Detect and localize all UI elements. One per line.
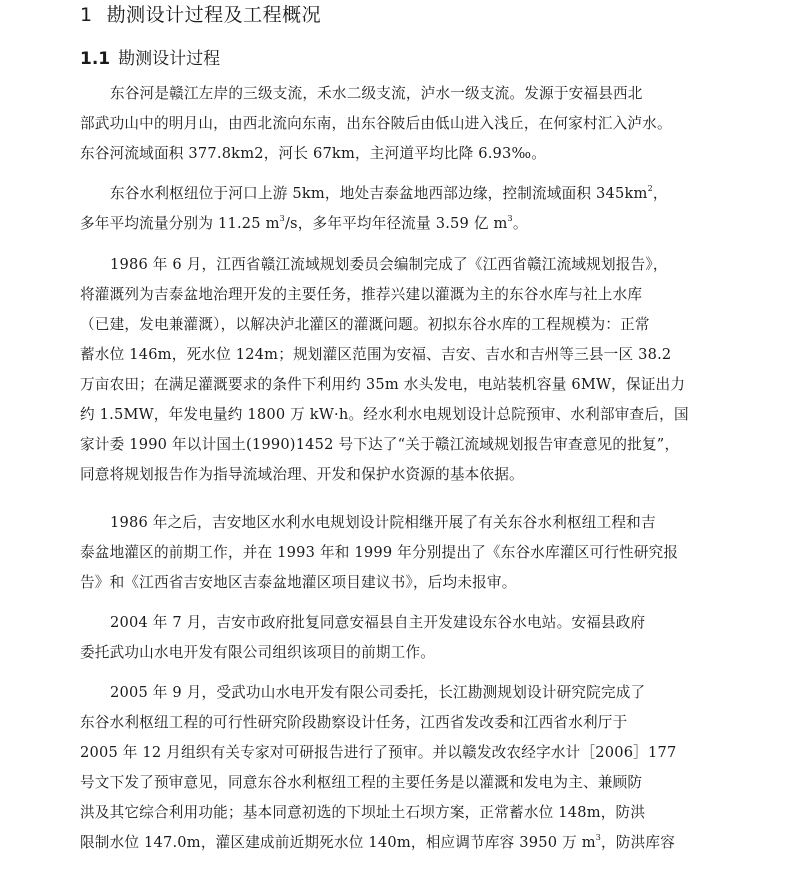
paragraph-6 [80,678,712,858]
text-line [80,828,712,858]
superscript: 3 [595,833,602,842]
subheading-title: 勘测设计过程 [118,49,221,69]
text-line: 2004 年 7 月，吉安市政府批复同意安福县自主开发建设东谷水电站。安福县政府 [110,614,646,631]
text-line: 委托武功山水电开发有限公司组织该项目的前期工作。 [80,644,436,661]
section-heading-1 [80,2,321,28]
text-line: 万亩农田；在满足灌溉要求的条件下利用约 35m 水头发电，电站装机容量 6MW，保证出力 [80,376,686,393]
text-line: 1986 年之后，吉安地区水利水电规划设计院相继开展了有关东谷水利枢纽工程和吉 [110,514,656,531]
text-line: 2005 年 12 月组织有关专家对可研报告进行了预审。并以赣发改农经字水计［2006］177 [80,744,677,761]
text-run: ，防洪库容 [601,834,676,851]
text-line: 同意将规划报告作为指导流域治理、开发和保护水资源的基本依据。 [80,466,524,483]
text-line: 1986 年 6 月，江西省赣江流域规划委员会编制完成了《江西省赣江流域规划报告》， [110,256,668,273]
text-run: /s，多年平均年径流量 3.59 亿 m [284,215,508,232]
subheading-number: 1.1 [80,49,111,69]
text-line: 洪及其它综合利用功能；基本同意初选的下坝址土石坝方案，正常蓄水位 148m，防洪 [80,804,646,821]
paragraph-5 [80,608,712,668]
text-run: 东谷水利枢纽位于河口上游 5km，地处吉泰盆地西部边缘，控制流域面积 345km [110,185,648,202]
text-line: 告》和《江西省吉安地区吉泰盆地灌区项目建议书》，后均未报审。 [80,574,517,591]
text-line: 号文下发了预审意见，同意东谷水利枢纽工程的主要任务是以灌溉和发电为主、兼顾防 [80,774,643,791]
text-line: 家计委 1990 年以计国土(1990)1452 号下达了“关于赣江流域规划报告审查意见的批复”， [80,436,680,453]
text-line: （已建，发电兼灌溉），以解决泸北灌区的灌溉问题。初拟东谷水库的工程规模为：正常 [80,316,650,333]
superscript: 3 [507,214,513,223]
text-run: 多年平均流量分别为 11.25 m [80,215,280,232]
text-line [80,209,712,239]
text-line: 蓄水位 146m，死水位 124m；规划灌区范围为安福、吉安、吉水和吉州等三县一区 38.2 [80,346,672,363]
superscript: 2 [647,184,653,193]
text-line: 将灌溉列为吉泰盆地治理开发的主要任务，推荐兴建以灌溉为主的东谷水库与社上水库 [80,286,643,303]
text-run: 限制水位 147.0m，灌区建成前近期死水位 140m，相应调节库容 3950 万 m [80,834,596,851]
text-line: 部武功山中的明月山，由西北流向东南，出东谷陂后由低山进入浅丘，在何家村汇入泸水。 [80,115,672,132]
text-line: 东谷水利枢纽工程的可行性研究阶段勘察设计任务，江西省发改委和江西省水利厅于 [80,714,628,731]
text-line: 泰盆地灌区的前期工作，并在 1993 年和 1999 年分别提出了《东谷水库灌区可行性研究报 [80,544,679,561]
text-line: 东谷河是赣江左岸的三级支流，禾水二级支流，泸水一级支流。发源于安福县西北 [110,85,643,102]
paragraph-3 [80,250,712,490]
text-line: 约 1.5MW，年发电量约 1800 万 kW·h。经水利水电规划设计总院预审、水利部审查后，国 [80,406,689,423]
heading-number: 1 [80,4,93,26]
section-heading-1-1 [80,47,220,71]
text-run: ， [652,185,668,202]
paragraph-4 [80,508,712,598]
superscript: 3 [279,214,285,223]
text-line [80,179,712,209]
heading-title: 勘测设计过程及工程概况 [106,4,322,26]
paragraph-1 [80,79,712,169]
paragraph-2 [80,179,712,239]
text-line: 东谷河流域面积 377.8km2，河长 67km，主河道平均比降 6.93‰。 [80,145,547,162]
text-line: 2005 年 9 月，受武功山水电开发有限公司委托，长江勘测规划设计研究院完成了 [110,684,646,701]
text-run: 。 [512,215,528,232]
